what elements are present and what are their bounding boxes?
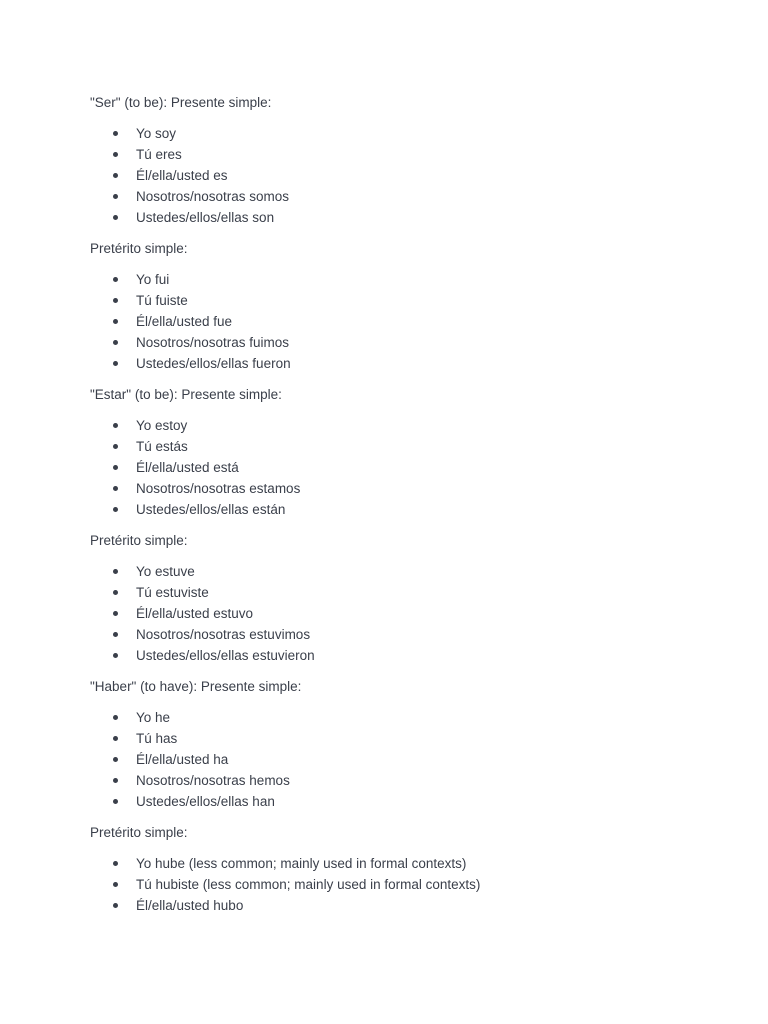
list-item (90, 707, 730, 728)
list-item-text: Ustedes/ellos/ellas son (136, 210, 275, 225)
list-item-text: Ustedes/ellos/ellas han (136, 794, 275, 809)
list-item (90, 311, 730, 332)
bullet-icon (113, 194, 118, 199)
list-item (90, 186, 730, 207)
list-item (90, 165, 730, 186)
bullet-icon (113, 632, 118, 637)
list-item (90, 624, 730, 645)
list-item (90, 499, 730, 520)
bullet-icon (113, 778, 118, 783)
list-item (90, 353, 730, 374)
conjugation-list (90, 123, 730, 228)
list-item (90, 144, 730, 165)
list-item-text: Nosotros/nosotras estamos (136, 481, 301, 496)
bullet-icon (113, 131, 118, 136)
list-item (90, 603, 730, 624)
list-item (90, 478, 730, 499)
list-item (90, 561, 730, 582)
list-item-text: Nosotros/nosotras fuimos (136, 335, 290, 350)
list-item-text: Ustedes/ellos/ellas estuvieron (136, 648, 315, 663)
section-heading: Pretérito simple: (90, 533, 188, 548)
conjugation-list (90, 415, 730, 520)
list-item-text: Tú eres (136, 147, 182, 162)
bullet-icon (113, 799, 118, 804)
bullet-icon (113, 319, 118, 324)
list-item-text: Nosotros/nosotras hemos (136, 773, 290, 788)
list-item-text: Tú estuviste (136, 585, 209, 600)
list-item (90, 770, 730, 791)
section-heading: Pretérito simple: (90, 825, 188, 840)
list-item-text: Tú fuiste (136, 293, 188, 308)
list-item-text: Tú has (136, 731, 178, 746)
conjugation-list (90, 707, 730, 812)
bullet-icon (113, 152, 118, 157)
list-item (90, 582, 730, 603)
list-item (90, 895, 730, 916)
list-item-text: Yo estoy (136, 418, 188, 433)
list-item-text: Él/ella/usted fue (136, 314, 233, 329)
list-item (90, 290, 730, 311)
list-item (90, 207, 730, 228)
list-item-text: Tú hubiste (less common; mainly used in formal contexts) (136, 877, 481, 892)
conjugation-list (90, 853, 730, 916)
conjugation-list (90, 269, 730, 374)
list-item (90, 269, 730, 290)
list-item-text: Yo he (136, 710, 171, 725)
list-item (90, 436, 730, 457)
bullet-icon (113, 861, 118, 866)
bullet-icon (113, 173, 118, 178)
list-item-text: Nosotros/nosotras somos (136, 189, 290, 204)
list-item (90, 332, 730, 353)
list-item (90, 123, 730, 144)
list-item (90, 415, 730, 436)
list-item (90, 749, 730, 770)
bullet-icon (113, 611, 118, 616)
bullet-icon (113, 569, 118, 574)
list-item-text: Yo soy (136, 126, 177, 141)
bullet-icon (113, 882, 118, 887)
list-item-text: Yo hube (less common; mainly used in formal contexts) (136, 856, 467, 871)
list-item-text: Él/ella/usted ha (136, 752, 229, 767)
bullet-icon (113, 736, 118, 741)
bullet-icon (113, 298, 118, 303)
list-item-text: Tú estás (136, 439, 188, 454)
list-item-text: Él/ella/usted es (136, 168, 228, 183)
list-item-text: Nosotros/nosotras estuvimos (136, 627, 311, 642)
bullet-icon (113, 757, 118, 762)
list-item (90, 457, 730, 478)
list-item-text: Yo fui (136, 272, 170, 287)
list-item (90, 645, 730, 666)
bullet-icon (113, 444, 118, 449)
list-item-text: Él/ella/usted hubo (136, 898, 244, 913)
bullet-icon (113, 340, 118, 345)
bullet-icon (113, 486, 118, 491)
bullet-icon (113, 903, 118, 908)
section-heading: "Ser" (to be): Presente simple: (90, 95, 272, 110)
list-item (90, 728, 730, 749)
list-item-text: Ustedes/ellos/ellas están (136, 502, 286, 517)
bullet-icon (113, 465, 118, 470)
list-item-text: Ustedes/ellos/ellas fueron (136, 356, 291, 371)
bullet-icon (113, 215, 118, 220)
bullet-icon (113, 361, 118, 366)
document-body (90, 92, 730, 926)
list-item-text: Él/ella/usted está (136, 460, 239, 475)
list-item (90, 874, 730, 895)
bullet-icon (113, 423, 118, 428)
list-item-text: Yo estuve (136, 564, 195, 579)
section-heading: Pretérito simple: (90, 241, 188, 256)
bullet-icon (113, 653, 118, 658)
list-item (90, 853, 730, 874)
bullet-icon (113, 277, 118, 282)
conjugation-list (90, 561, 730, 666)
bullet-icon (113, 590, 118, 595)
bullet-icon (113, 715, 118, 720)
section-heading: "Estar" (to be): Presente simple: (90, 387, 282, 402)
list-item-text: Él/ella/usted estuvo (136, 606, 254, 621)
section-heading: "Haber" (to have): Presente simple: (90, 679, 302, 694)
list-item (90, 791, 730, 812)
bullet-icon (113, 507, 118, 512)
